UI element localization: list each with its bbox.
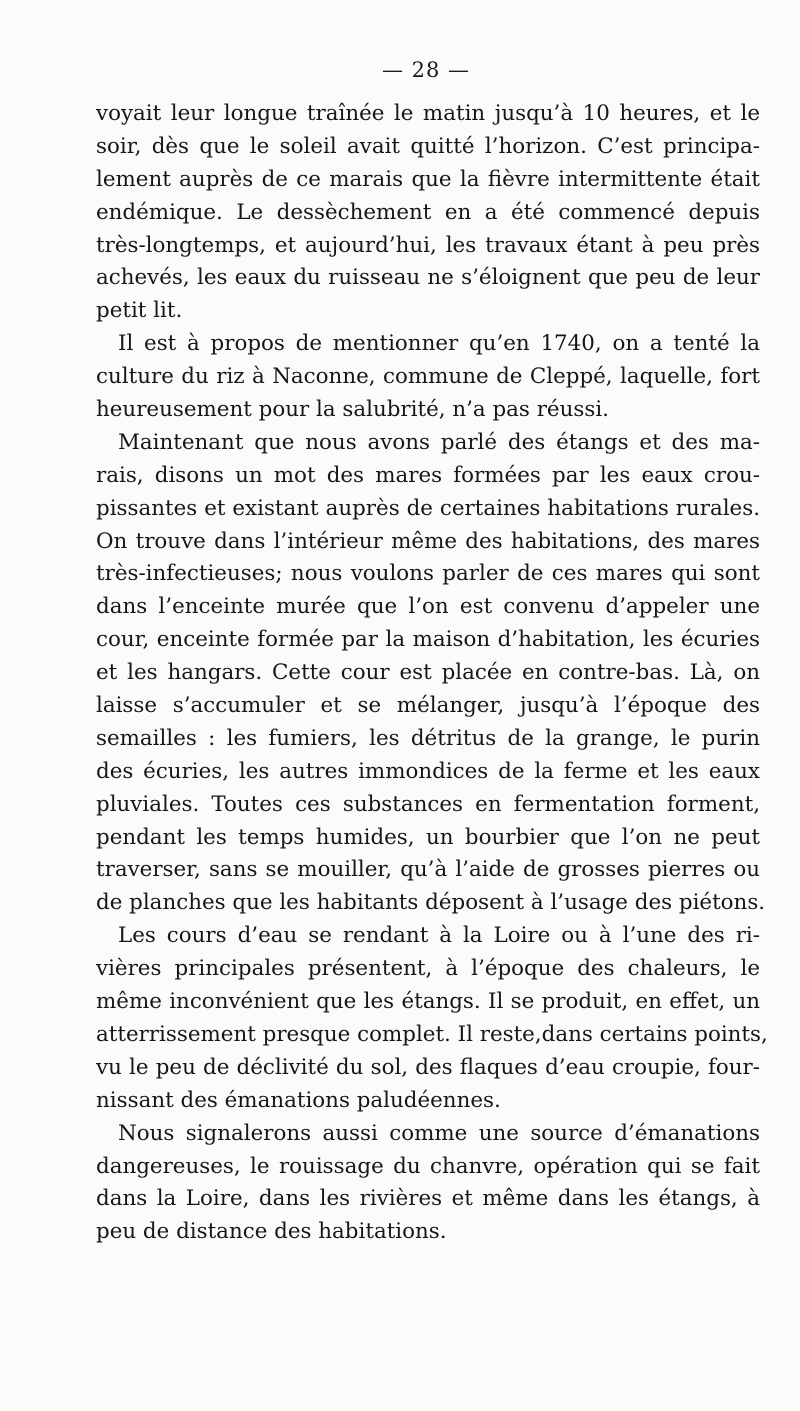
text-line: Il est à propos de mentionner qu’en 1740, on a tenté la bbox=[118, 331, 760, 357]
text-line: des écuries, les autres immondices de la ferme et les eaux bbox=[96, 758, 760, 784]
text-line: achevés, les eaux du ruisseau ne s’éloignent que peu de leur bbox=[96, 265, 760, 291]
text-line: très-infectieuses; nous voulons parler de ces mares qui sont bbox=[96, 561, 760, 587]
text-line: et les hangars. Cette cour est placée en contre-bas. Là, on bbox=[96, 660, 760, 686]
text-line: atterrissement presque complet. Il reste,dans certains points, bbox=[96, 1021, 768, 1047]
text-line: très-longtemps, et aujourd’hui, les travaux étant à peu près bbox=[96, 232, 760, 258]
body-text bbox=[96, 98, 768, 1249]
text-line: vières principales présentent, à l’époque des chaleurs, le bbox=[96, 956, 760, 982]
text-line: soir, dès que le soleil avait quitté l’horizon. C’est principa- bbox=[96, 133, 760, 159]
paragraph-4 bbox=[96, 920, 768, 1117]
text-line: petit lit. bbox=[96, 298, 183, 324]
paragraph-5 bbox=[96, 1118, 760, 1250]
text-line: lement auprès de ce marais que la fièvre intermittente était bbox=[96, 166, 760, 192]
text-line: cour, enceinte formée par la maison d’habitation, les écuries bbox=[96, 627, 760, 653]
text-line: voyait leur longue traînée le matin jusqu’à 10 heures, et le bbox=[96, 101, 760, 126]
text-line: nissant des émanations paludéennes. bbox=[96, 1087, 501, 1113]
paragraph-3 bbox=[96, 427, 766, 920]
paragraph-1 bbox=[96, 98, 760, 328]
text-line: vu le peu de déclivité du sol, des flaques d’eau croupie, four- bbox=[96, 1054, 760, 1080]
text-line: pendant les temps humides, un bourbier que l’on ne peut bbox=[96, 824, 760, 850]
text-line: endémique. Le dessèchement en a été commencé depuis bbox=[96, 199, 760, 225]
text-line: Les cours d’eau se rendant à la Loire ou à l’une des ri- bbox=[118, 923, 760, 949]
text-line: dans l’enceinte murée que l’on est convenu d’appeler une bbox=[96, 594, 760, 620]
text-line: pissantes et existant auprès de certaines habitations rurales. bbox=[96, 495, 760, 521]
text-line: pluviales. Toutes ces substances en fermentation forment, bbox=[96, 791, 760, 817]
text-line: heureusement pour la salubrité, n’a pas réussi. bbox=[96, 397, 609, 423]
paragraph-2 bbox=[96, 328, 760, 427]
text-line: dangereuses, le rouissage du chanvre, opération qui se fait bbox=[96, 1153, 760, 1179]
text-line: rais, disons un mot des mares formées par les eaux crou- bbox=[96, 462, 760, 488]
text-line: laisse s’accumuler et se mélanger, jusqu’à l’époque des bbox=[96, 693, 760, 719]
text-line: peu de distance des habitations. bbox=[96, 1219, 447, 1245]
text-line: de planches que les habitants déposent à l’usage des piétons. bbox=[96, 890, 766, 916]
text-line: On trouve dans l’intérieur même des habitations, des mares bbox=[96, 528, 760, 554]
text-line: traverser, sans se mouiller, qu’à l’aide de grosses pierres ou bbox=[96, 857, 760, 883]
text-line: culture du riz à Naconne, commune de Cleppé, laquelle, fort bbox=[96, 364, 760, 390]
text-line: Maintenant que nous avons parlé des étangs et des ma- bbox=[118, 429, 760, 455]
text-line: semailles : les fumiers, les détritus de la grange, le purin bbox=[96, 725, 760, 751]
page-number: — 28 — bbox=[381, 58, 471, 82]
text-line: Nous signalerons aussi comme une source d’émanations bbox=[118, 1120, 760, 1146]
text-line: dans la Loire, dans les rivières et même dans les étangs, à bbox=[96, 1186, 760, 1212]
text-line: même inconvénient que les étangs. Il se produit, en effet, un bbox=[96, 989, 760, 1015]
